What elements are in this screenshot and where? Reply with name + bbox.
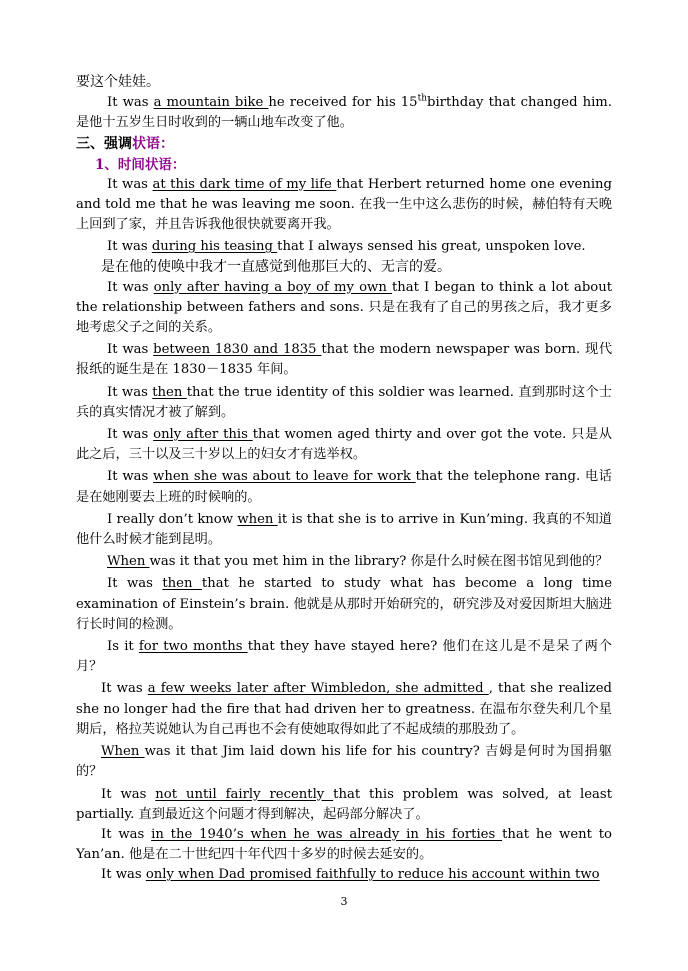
underlined-phrase: then <box>152 384 187 400</box>
example-sentence <box>76 340 612 380</box>
translation-line: 是在他的使唤中我才一直感觉到他那巨大的、无言的爱。 <box>101 259 451 276</box>
text-span: that he went to Yan’an. 他是在二十世纪四十年代四十多岁的时候去延安的。 <box>76 826 612 863</box>
text-span: , that she realized she no longer had the fire that had driven her to greatness. 在温布尔登失利几个星期后，格拉芙说她认为自己再也不会有使她取得如此了不起成绩的那股劲了。 <box>76 681 613 737</box>
example-sentence <box>76 278 612 339</box>
text-span: It was <box>101 826 152 842</box>
text-span: Is it <box>107 639 139 655</box>
text-span: It was <box>101 867 146 883</box>
text-span: It was <box>107 427 154 443</box>
underlined-phrase: in the 1940’s when he was already in his forties <box>151 826 503 842</box>
text-span: It was <box>101 786 156 802</box>
text-span: that the true identity of this soldier was learned. 直到那时这个士兵的真实情况才被了解到。 <box>76 384 612 420</box>
underlined-phrase: during his teasing <box>151 239 278 255</box>
section-heading <box>76 134 612 155</box>
underlined-phrase: only after having a boy of my own <box>153 279 392 295</box>
text-span: that I always sensed his great, unspoken love. <box>277 239 586 255</box>
underlined-phrase: not until fairly recently <box>155 786 334 802</box>
text-span: birthday that changed him. 是他十五岁生日时收到的一辆山地车改变了他。 <box>76 95 613 131</box>
example-sentence <box>76 825 612 865</box>
underlined-phrase: then <box>162 576 202 592</box>
page-number: 3 <box>340 895 348 908</box>
example-sentence <box>76 93 612 133</box>
example-sentence <box>76 175 612 236</box>
underlined-phrase: between 1830 and 1835 <box>153 342 322 358</box>
example-sentence <box>76 510 612 550</box>
underlined-phrase: a few weeks later after Wimbledon, she admitted <box>147 681 489 697</box>
underlined-phrase: when she was about to leave for work <box>153 469 416 485</box>
document-body <box>76 72 612 886</box>
example-sentence <box>76 785 612 825</box>
text-span: that this problem was solved, at least partially. 直到最近这个问题才得到解决，起码部分解决了。 <box>76 786 612 822</box>
text-span: It was <box>101 681 148 697</box>
example-sentence <box>76 742 612 782</box>
text-span: it is that she is to arrive in Kun’ming. 我真的不知道他什么时候才能到昆明。 <box>76 511 612 548</box>
text-span: that I began to think a lot about the relationship between fathers and sons. 只是在我有了自己的男孩之后，我才更多地考虑父子之间的关系。 <box>76 279 613 336</box>
text-span: that he started to study what has become a long time examination of Einstein’s brain. 他就是从那时开始研究的，研究涉及对爱因斯坦大脑进行长时间的检测。 <box>76 576 612 632</box>
example-sentence <box>76 237 612 257</box>
text-span: It was <box>107 239 152 255</box>
text-span: 要这个娃娃。 <box>76 74 160 90</box>
text-span: It was <box>107 95 154 111</box>
example-sentence <box>76 574 612 635</box>
text-span: that the telephone rang. 电话是在她刚要去上班的时候响的。 <box>76 469 612 505</box>
underlined-phrase: When <box>107 554 150 570</box>
text-span: that women aged thirty and over got the vote. 只是从此之后，三十以及三十岁以上的妇女才有选举权。 <box>76 427 612 463</box>
underlined-phrase: when <box>237 511 278 527</box>
example-sentence <box>76 552 612 572</box>
text-line <box>76 72 612 93</box>
text-span: that they have stayed here? 他们在这儿是不是呆了两个月？ <box>76 639 612 675</box>
example-sentence <box>76 467 612 507</box>
underlined-phrase: a mountain bike <box>153 95 269 111</box>
example-sentence <box>76 865 612 885</box>
text-span: It was <box>107 342 154 358</box>
subsection-heading: 1、时间状语： <box>95 156 186 173</box>
heading-text: 三、强调 <box>76 135 132 152</box>
text-span: It was <box>107 279 154 295</box>
example-sentence <box>76 383 612 423</box>
underlined-phrase: for two months <box>138 639 248 655</box>
text-span: I really don’t know <box>107 511 238 527</box>
text-span: It was <box>107 176 153 192</box>
superscript: th <box>417 93 427 104</box>
example-sentence <box>76 425 612 465</box>
underlined-phrase: only after this <box>153 427 253 443</box>
text-span: was it that you met him in the library? 你是什么时候在图书馆见到他的？ <box>149 554 609 570</box>
underlined-phrase: When <box>101 744 145 760</box>
text-span: It was <box>107 469 154 485</box>
text-span: It was <box>107 384 153 400</box>
text-span: that Herbert returned home one evening and told me that he was leaving me soon. 在我一生中这么悲伤的时候，赫伯特有天晚上回到了家，并且告诉我他很快就要离开我。 <box>76 176 612 233</box>
underlined-phrase: only when Dad promised faithfully to reduce his account within two <box>145 867 600 883</box>
text-span: that the modern newspaper was born. 现代报纸的诞生是在 1830－1835 年间。 <box>76 342 613 378</box>
underlined-phrase: at this dark time of my life <box>152 176 337 192</box>
heading-text-highlight: 状语： <box>132 135 174 152</box>
example-sentence <box>76 637 612 677</box>
text-span: It was <box>107 576 163 592</box>
text-span: he received for his 15 <box>268 95 418 111</box>
text-span: was it that Jim laid down his life for his country? 吉姆是何时为国捐躯的？ <box>76 744 612 780</box>
example-sentence <box>76 679 612 740</box>
